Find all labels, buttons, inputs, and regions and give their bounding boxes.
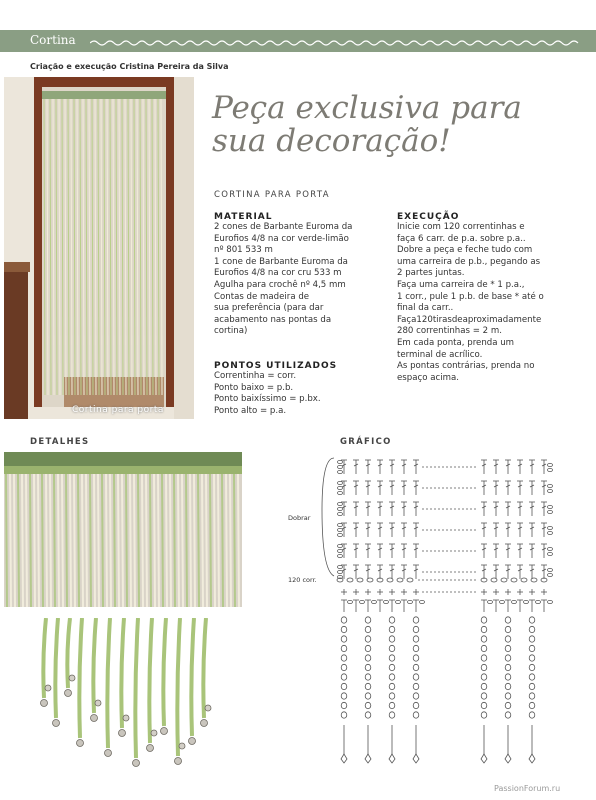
- crochet-chart: [318, 450, 553, 772]
- execucao-line: Dobre a peça e feche tudo com: [397, 245, 533, 256]
- execucao-line: Faça120tirasdeaproximadamente: [397, 314, 542, 325]
- pontos-heading: PONTOS UTILIZADOS: [214, 361, 338, 371]
- headline-line-1: Peça exclusiva para: [212, 90, 522, 126]
- material-text: [214, 222, 386, 338]
- wave-ornament: [90, 38, 590, 48]
- headline: [212, 92, 572, 158]
- execucao-line: 1 corr., pule 1 p.b. de base * até o: [397, 291, 544, 302]
- detail-photo-top: [4, 452, 242, 607]
- execucao-line: terminal de acrílico.: [397, 349, 483, 360]
- material-line: 1 cone de Barbante Euroma da: [214, 256, 348, 267]
- material-line: Eurofios 4/8 na cor cru 533 m: [214, 268, 342, 279]
- execucao-line: As pontas contrárias, prenda no: [397, 361, 535, 372]
- material-section: [214, 212, 386, 338]
- curtain-door-photo: [4, 77, 194, 419]
- chart-label-120-chains: 120 corr.: [288, 576, 317, 584]
- execucao-line: uma carreira de p.b., pegando as: [397, 256, 541, 267]
- material-line: Agulha para crochê nº 4,5 mm: [214, 279, 346, 290]
- material-line: acabamento nas pontas da: [214, 314, 332, 325]
- execucao-line: Em cada ponta, prenda um: [397, 337, 515, 348]
- execucao-line: espaço acima.: [397, 372, 459, 383]
- detail-photo-bottom: [36, 618, 216, 770]
- material-line: Contas de madeira de: [214, 291, 310, 302]
- watermark: PassionForum.ru: [494, 784, 561, 793]
- material-heading: MATERIAL: [214, 212, 273, 222]
- execucao-line: 2 partes juntas.: [397, 268, 465, 279]
- chart-label-fold: Dobrar: [288, 514, 311, 522]
- pontos-line: Ponto baixo = p.b.: [214, 382, 294, 393]
- section-title: Cortina: [30, 33, 76, 47]
- material-line: 2 cones de Barbante Euroma da: [214, 222, 353, 232]
- pontos-line: Correntinha = corr.: [214, 371, 297, 381]
- details-title: DETALHES: [30, 437, 90, 447]
- execucao-section: [397, 212, 575, 384]
- pontos-section: [214, 361, 386, 417]
- pontos-line: Ponto alto = p.a.: [214, 405, 287, 416]
- execucao-text: [397, 222, 575, 384]
- photo-caption: Cortina para porta: [72, 405, 164, 415]
- chart-title: GRÁFICO: [340, 437, 392, 447]
- material-line: nº 801 533 m: [214, 245, 273, 256]
- execucao-line: Faça uma carreira de * 1 p.a.,: [397, 279, 525, 290]
- article-title: CORTINA PARA PORTA: [214, 190, 330, 200]
- execucao-line: Inicie com 120 correntinhas e: [397, 222, 525, 232]
- author-credit: Criação e execução Cristina Pereira da Silva: [30, 62, 229, 71]
- pontos-text: [214, 371, 386, 417]
- execucao-line: final da carr..: [397, 303, 454, 314]
- execucao-heading: EXECUÇÃO: [397, 212, 460, 222]
- material-line: sua preferência (para dar: [214, 303, 324, 314]
- execucao-line: 280 correntinhas = 2 m.: [397, 326, 502, 337]
- pontos-line: Ponto baixíssimo = p.bx.: [214, 394, 321, 405]
- material-line: Eurofios 4/8 na cor verde-limão: [214, 233, 349, 244]
- execucao-line: faça 6 carr. de p.a. sobre p.a..: [397, 233, 526, 244]
- material-line: cortina): [214, 326, 248, 337]
- headline-line-2: sua decoração!: [212, 123, 451, 159]
